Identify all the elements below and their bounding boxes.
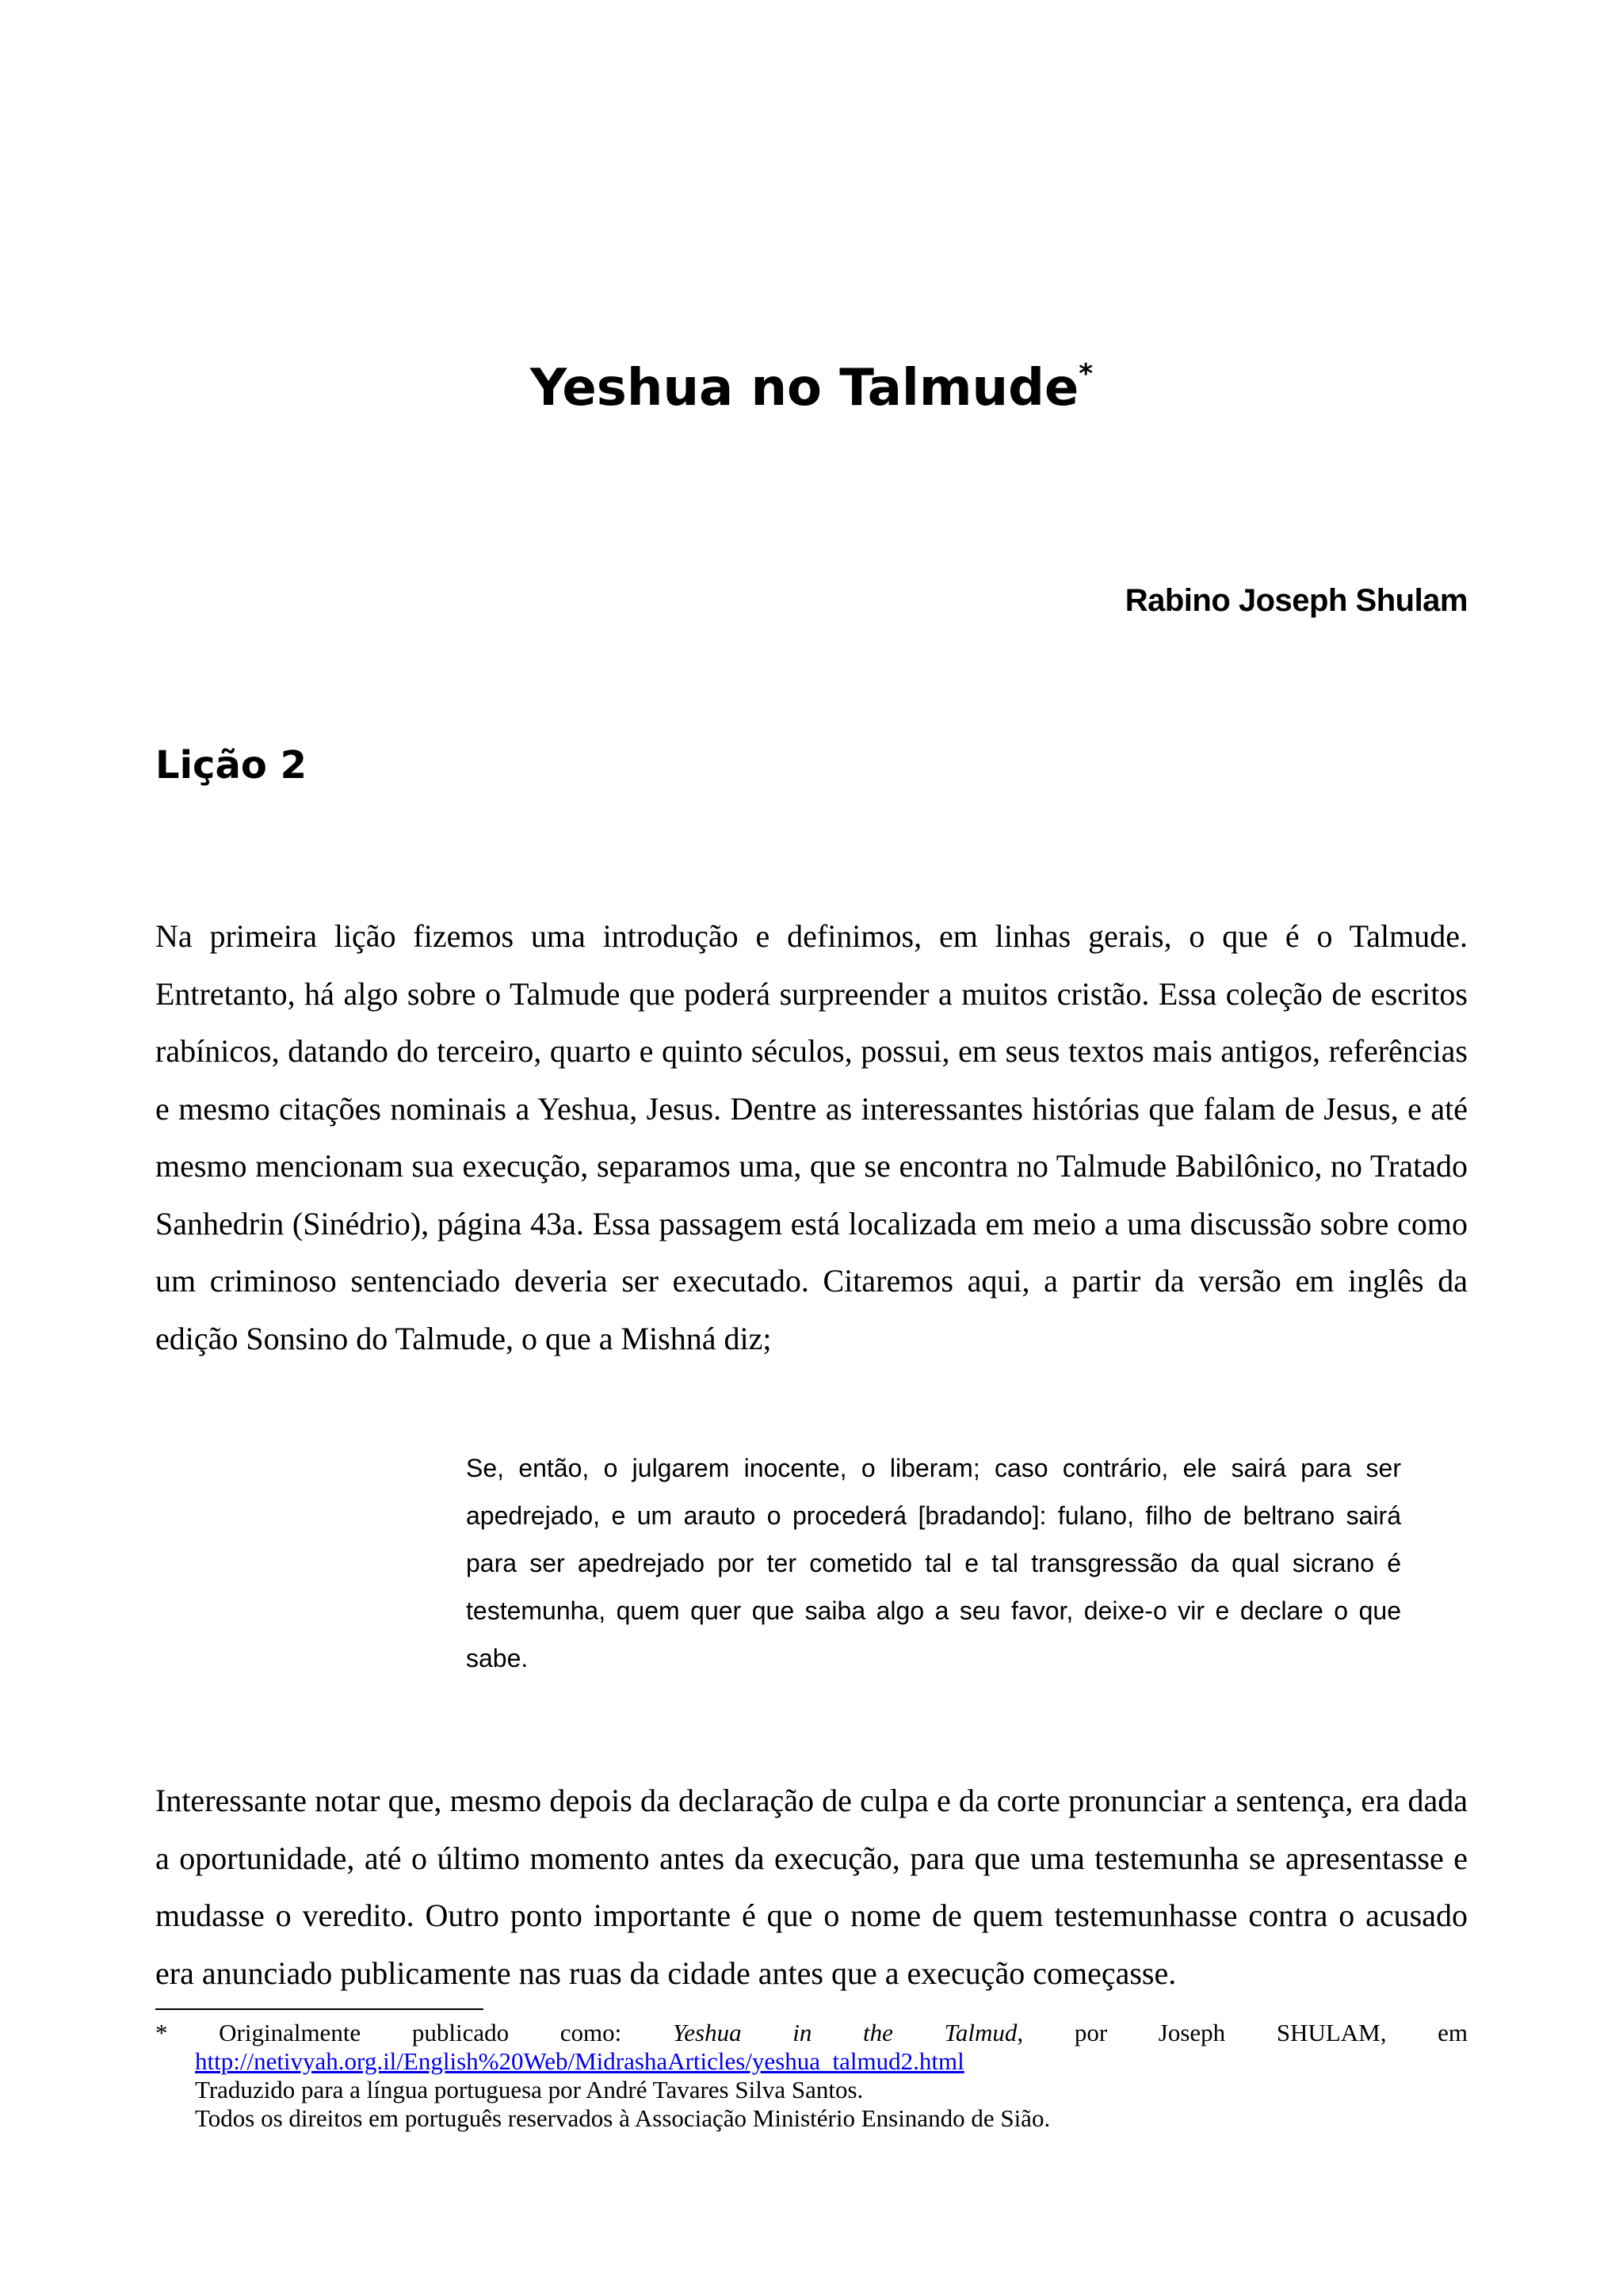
footnote-word: the — [863, 2019, 893, 2046]
footnote-word: como: — [559, 2019, 622, 2046]
body-paragraph-1: Na primeira lição fizemos uma introdução e definimos, em linhas gerais, o que é o Talmude. Entretanto, há algo sobre o Talmude que poderá surpreender a muitos cristão. Essa coleção de escritos rabínicos, datando do terceiro, quarto e quinto séculos, possui, em seus textos mais antigos, referências e mesmo citações nominais a Yeshua, Jesus. Dentre as interessantes histórias que falam de Jesus, e até mesmo mencionam sua execução, separamos uma, que se encontra no Talmude Babilônico, no Tratado Sanhedrin (Sinédrio), página 43a. Essa passagem está localizada em meio a uma discussão sobre como um criminoso sentenciado deveria ser executado. Citaremos aqui, a partir da versão em inglês da edição Sonsino do Talmude, o que a Mishná diz; — [155, 918, 1468, 1356]
source-link[interactable]: http://netivyah.org.il/English%20Web/MidrashaArticles/yeshua_talmud2.html — [195, 2047, 964, 2075]
title-footnote-mark: * — [1079, 357, 1094, 390]
title-text: Yeshua no Talmude — [529, 359, 1079, 418]
block-quote: Se, então, o julgarem inocente, o liberam; caso contrário, ele sairá para ser apedrejado, e um arauto o procederá [bradando]: fulano, filho de beltrano sairá para ser apedrejado por ter cometido tal e tal transgressão da qual sicrano é testemunha, quem quer que saiba algo a seu favor, deixe-o vir e declare o que sabe. — [466, 1454, 1401, 1672]
footnote-word: em — [1438, 2019, 1468, 2046]
body-paragraph-2: Interessante notar que, mesmo depois da declaração de culpa e da corte pronunciar a sentença, era dada a oportunidade, até o último momento antes da execução, para que uma testemunha se apresentasse e mudasse o veredito. Outro ponto importante é que o nome de quem testemunhasse contra o acusado era anunciado publicamente nas ruas da cidade antes que a execução começasse. — [155, 1783, 1468, 1991]
footnote-line-1 — [155, 2019, 1468, 2047]
footnote-word: in — [792, 2019, 812, 2046]
footnote-word: Talmud, — [944, 2019, 1024, 2046]
footnote — [155, 2019, 1468, 2133]
author-name: Rabino Joseph Shulam — [1125, 583, 1468, 618]
footnote-word: por — [1074, 2019, 1108, 2046]
translator-credit: Traduzido para a língua portuguesa por André Tavares Silva Santos. — [195, 2076, 864, 2103]
footnote-word: Joseph — [1158, 2019, 1226, 2046]
footnote-word: SHULAM, — [1276, 2019, 1387, 2046]
rights-notice: Todos os direitos em português reservados à Associação Ministério Ensinando de Sião. — [195, 2104, 1051, 2132]
footnote-word: Yeshua — [672, 2019, 742, 2046]
footnote-mark: * — [155, 2019, 168, 2046]
lesson-heading: Lição 2 — [155, 743, 307, 788]
footnote-work-title: Talmud — [944, 2019, 1018, 2046]
footnote-word: Originalmente — [219, 2019, 361, 2046]
document-title — [0, 358, 1623, 419]
footnote-line-2 — [155, 2047, 1468, 2076]
footnote-word: publicado — [411, 2019, 510, 2046]
footnote-separator — [155, 2008, 483, 2010]
